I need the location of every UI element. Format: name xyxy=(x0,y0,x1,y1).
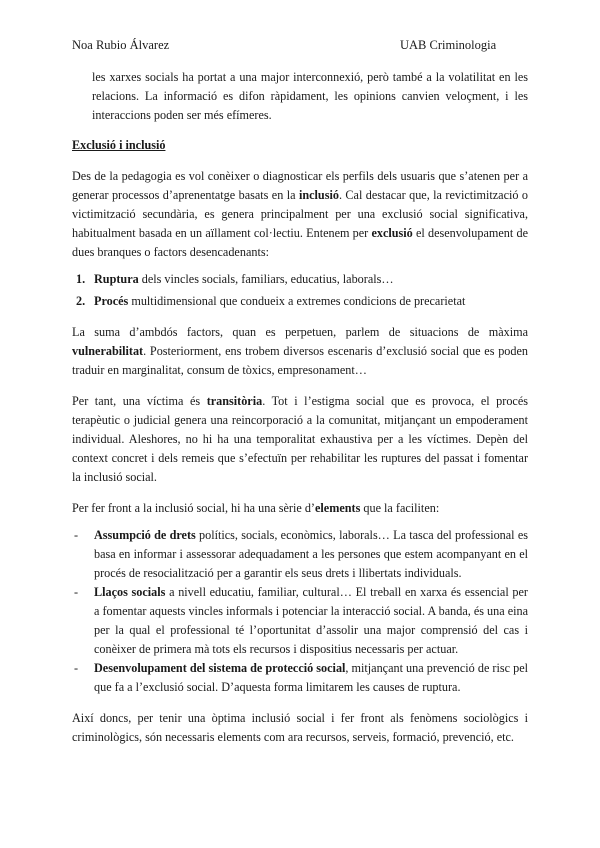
p4-text-2: que la faciliten: xyxy=(360,501,440,515)
dashed-list xyxy=(72,526,528,697)
paragraph-elements-intro xyxy=(72,499,528,518)
intro-continuation: les xarxes socials ha portat a una major interconnexió, però també a la volatilitat en les relacions. La informació es difon ràpidament, les opinions canvien veloçment, i les interaccions poden ser més efímeres. xyxy=(92,70,528,122)
header-author: Noa Rubio Álvarez xyxy=(72,38,170,52)
numbered-list xyxy=(72,270,528,311)
p2-bold-vulnerabilitat: vulnerabilitat xyxy=(72,344,144,358)
p3-text-1: Per tant, una víctima és xyxy=(72,394,207,408)
list-item-bold: Llaços socials xyxy=(94,585,166,599)
p1-text-1: Des de la pedagogia es vol conèixer o diagnosticar els perfils dels usuaris que s’atenen per a generar processos d’aprenentatge basats en la xyxy=(72,169,528,202)
paragraph-conclusion: Així doncs, per tenir una òptima inclusió social i fer front als fenòmens sociològics i criminològics, són necessaris elements com ara recursos, serveis, formació, prevenció, etc. xyxy=(72,711,528,744)
paragraph-vulnerability xyxy=(72,323,528,380)
list-item-bold: Desenvolupament del sistema de protecció social xyxy=(94,661,346,675)
paragraph-exclusion-intro xyxy=(72,167,528,262)
list-item xyxy=(72,526,528,583)
list-item-bold: Assumpció de drets xyxy=(94,528,196,542)
p4-bold-elements: elements xyxy=(315,501,361,515)
p2-text-1: La suma d’ambdós factors, quan es perpetuen, parlem de situacions de màxima xyxy=(72,325,528,339)
p1-text-3: el desenvolupament de dues branques o factors desencadenants: xyxy=(72,226,528,259)
list-dash: - xyxy=(74,585,79,599)
list-item-text: , mitjançant una prevenció de risc pel que fa a l’exclusió social. D’aquesta forma limitarem les causes de ruptura. xyxy=(94,661,528,694)
list-item-text: a nivell educatiu, familiar, cultural… El treball en xarxa és essencial per a fomentar aquests vincles informals i potenciar la interacció social. A banda, és una eina per la qual el professional té l’oportunitat d’assolir una major comprensió del cas i conèixer de primera mà tots els recursos i dispositius necessaris per actuar. xyxy=(94,585,528,656)
list-item-bold: Ruptura xyxy=(94,272,139,286)
p4-text-1: Per fer front a la inclusió social, hi ha una sèrie d’ xyxy=(72,501,315,515)
p2-text-2: . Posteriorment, ens trobem diversos escenaris d’exclusió social que es poden traduir en marginalitat, consum de tòxics, empresonament… xyxy=(72,344,528,377)
list-item xyxy=(72,292,528,311)
list-item xyxy=(72,659,528,697)
p1-text-2: . Cal destacar que, la revictimització o victimització secundària, es genera principalment per una exclusió social significativa, habitualment basada en un aïllament col·lectiu. Entenem per xyxy=(72,188,528,240)
list-item xyxy=(72,583,528,659)
list-item-text: dels vincles socials, familiars, educatius, laborals… xyxy=(138,272,394,286)
list-item-bold: Procés xyxy=(94,294,129,308)
header-course: UAB Criminologia xyxy=(400,38,497,52)
p3-text-2: . Tot i l’estigma social que es provoca, el procés terapèutic o judicial genera una reincorporació a la comunitat, mitjançant un empoderament individual. Aleshores, no hi ha una temporalitat exhaustiva per a les víctimes. Depèn del context concret i dels remeis que s’efectuïn per rehabilitar les ruptures del passat i fomentar la inclusió social. xyxy=(72,394,528,484)
p3-bold-transitoria: transitòria xyxy=(206,394,263,408)
list-item-text: multidimensional que condueix a extremes condicions de precarietat xyxy=(128,294,466,308)
p1-bold-inclusio: inclusió xyxy=(298,188,339,202)
list-dash: - xyxy=(74,528,79,542)
paragraph-transitory-victim xyxy=(72,392,528,487)
list-dash: - xyxy=(74,661,79,675)
list-number: 2. xyxy=(76,294,86,308)
list-item-text: polítics, socials, econòmics, laborals… La tasca del professional es basa en informar i assessorar adequadament a les persones que estem acompanyant en el procés de resocialització per a garantir els seus drets i llibertats individuals. xyxy=(94,528,528,580)
document-body xyxy=(72,68,528,747)
section-heading: Exclusió i inclusió xyxy=(72,138,166,152)
list-number: 1. xyxy=(76,272,86,286)
p1-bold-exclusio: exclusió xyxy=(371,226,413,240)
list-item xyxy=(72,270,528,289)
